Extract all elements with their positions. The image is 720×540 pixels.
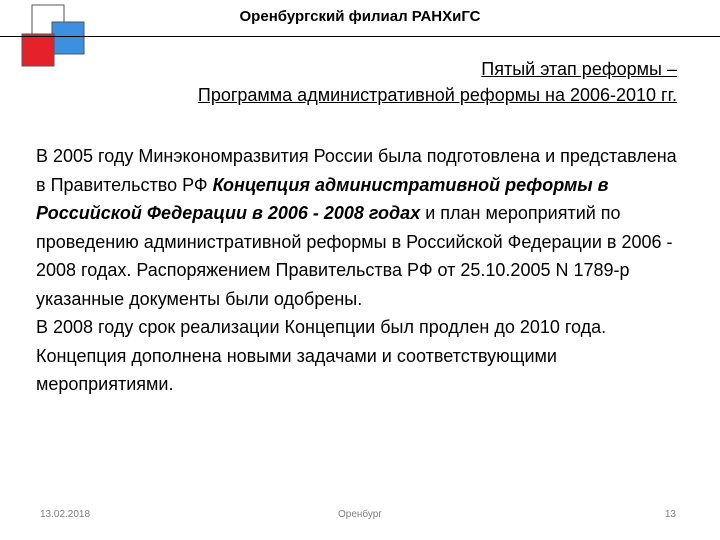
paragraph-2: В 2008 году срок реализации Концепции был продлен до 2010 года. Концепция дополнена новыми задачами и соответствующими мероприятиями. bbox=[36, 317, 607, 394]
logo-blue-square bbox=[52, 22, 84, 54]
footer-date: 13.02.2018 bbox=[40, 509, 91, 520]
slide-body bbox=[36, 142, 686, 399]
logo-red-square bbox=[22, 34, 54, 66]
footer bbox=[0, 509, 720, 523]
slide-title-line1: Пятый этап реформы – bbox=[481, 59, 677, 79]
slide-title-line2: Программа административной реформы на 2006-2010 гг. bbox=[197, 85, 677, 105]
header-divider bbox=[0, 36, 720, 37]
paragraph-1-start: В 2005 году Минэкономразвития России была подготовлена и представлена в Правительство РФ bbox=[36, 146, 677, 195]
slide-title bbox=[60, 56, 677, 108]
header-title: Оренбургский филиал РАНХиГС bbox=[239, 8, 481, 25]
page-number: 13 bbox=[664, 509, 676, 520]
concept-title: Концепция административной реформы в Российской Федерации в 2006 - 2008 годах bbox=[36, 174, 609, 223]
paragraph-1-end: и план мероприятий по проведению административной реформы в Российской Федерации в 2006 - 2008 годах. Распоряжением Правительства РФ от 25.10.2005 N 1789-р указанные документы были одобрены. bbox=[36, 203, 673, 309]
footer-city: Оренбург bbox=[337, 509, 383, 520]
